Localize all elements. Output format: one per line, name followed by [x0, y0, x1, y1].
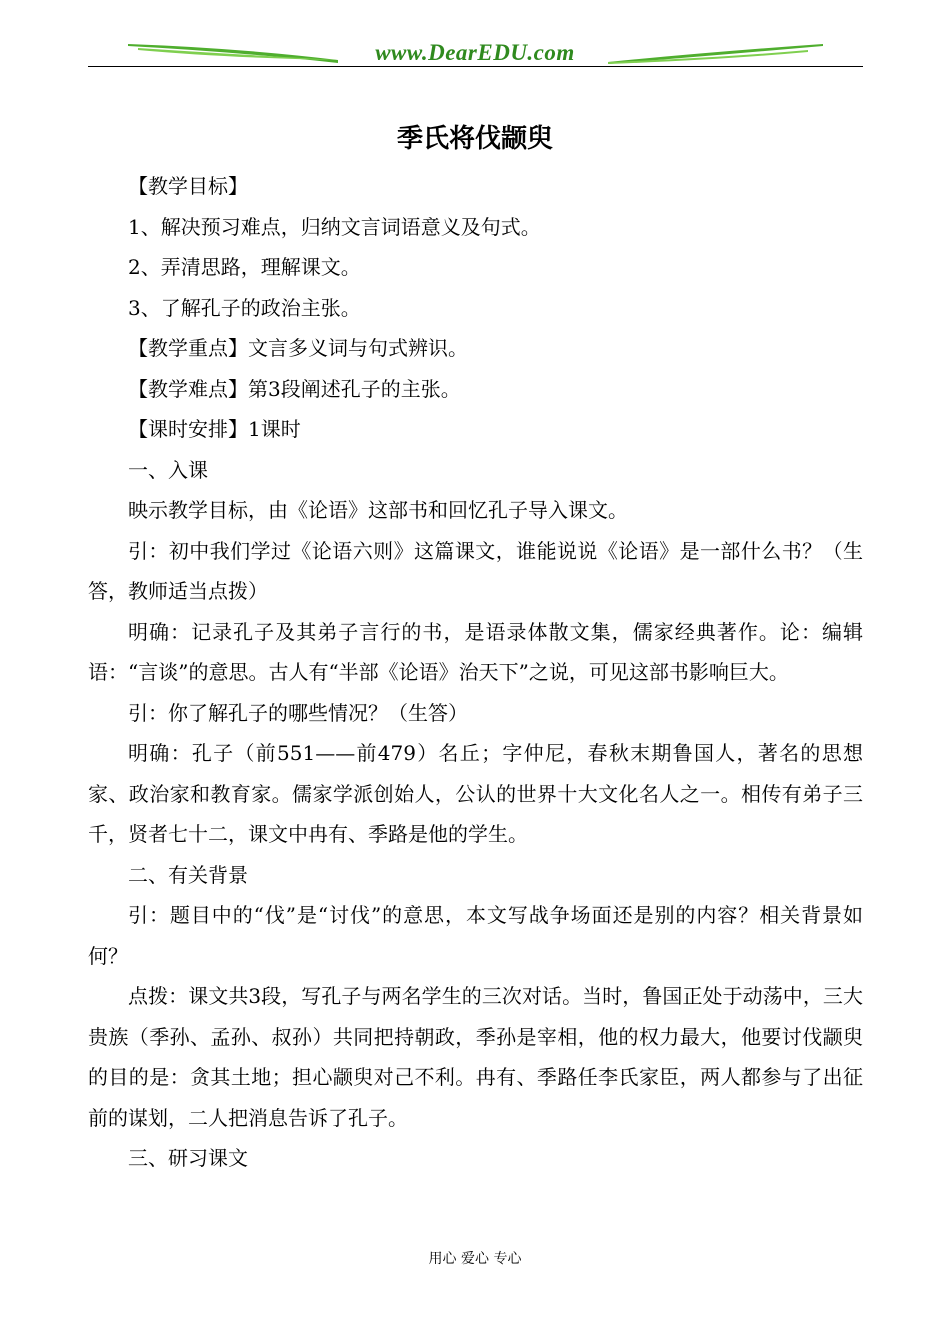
section-heading-intro: 一、入课 — [128, 457, 208, 482]
objective-item: 2、弄清思路，理解课文。 — [128, 255, 361, 279]
objective-item: 1、解决预习难点，归纳文言词语意义及句式。 — [128, 214, 541, 239]
document-body — [88, 166, 863, 1179]
section-heading-objectives: 【教学目标】 — [128, 174, 248, 198]
header-divider — [88, 66, 863, 67]
teaching-difficulty: 【教学难点】第3段阐述孔子的主张。 — [128, 376, 461, 401]
body-paragraph: 引：初中我们学过《论语六则》这篇课文，谁能说说《论语》是一部什么书？（生答，教师适当点拨） — [88, 538, 863, 603]
body-paragraph: 引：你了解孔子的哪些情况？（生答） — [128, 700, 468, 725]
body-paragraph: 引：题目中的“伐”是“讨伐”的意思，本文写战争场面还是别的内容？相关背景如何？ — [88, 903, 863, 968]
document-title: 季氏将伐颛臾 — [396, 124, 553, 154]
class-schedule: 【课时安排】1课时 — [128, 417, 301, 441]
section-heading-study: 三、研习课文 — [128, 1146, 248, 1170]
section-heading-background: 二、有关背景 — [128, 862, 248, 887]
site-logo: www.DearEDU.com — [375, 40, 575, 65]
body-paragraph: 明确：记录孔子及其弟子言行的书，是语录体散文集，儒家经典著作。论：编辑语：“言谈”的意思。古人有“半部《论语》治天下”之说，可见这部书影响巨大。 — [88, 619, 863, 684]
body-paragraph: 明确：孔子（前551——前479）名丘；字仲尼，春秋末期鲁国人，著名的思想家、政治家和教育家。儒家学派创始人，公认的世界十大文化名人之一。相传有弟子三千，贤者七十二，课文中冉有、季路是他的学生。 — [88, 741, 863, 846]
page-footer: 用心 爱心 专心 — [428, 1251, 522, 1267]
body-paragraph: 映示教学目标，由《论语》这部书和回忆孔子导入课文。 — [128, 498, 628, 522]
teaching-focus: 【教学重点】文言多义词与句式辨识。 — [128, 336, 468, 360]
body-paragraph: 点拨：课文共3段，写孔子与两名学生的三次对话。当时，鲁国正处于动荡中，三大贵族（季孙、孟孙、叔孙）共同把持朝政，季孙是宰相，他的权力最大，他要讨伐颛臾的目的是：贪其土地；担心颛臾对己不利。冉有、季路任李氏家臣，两人都参与了出征前的谋划，二人把消息告诉了孔子。 — [88, 984, 863, 1130]
objective-item: 3、了解孔子的政治主张。 — [128, 295, 361, 320]
